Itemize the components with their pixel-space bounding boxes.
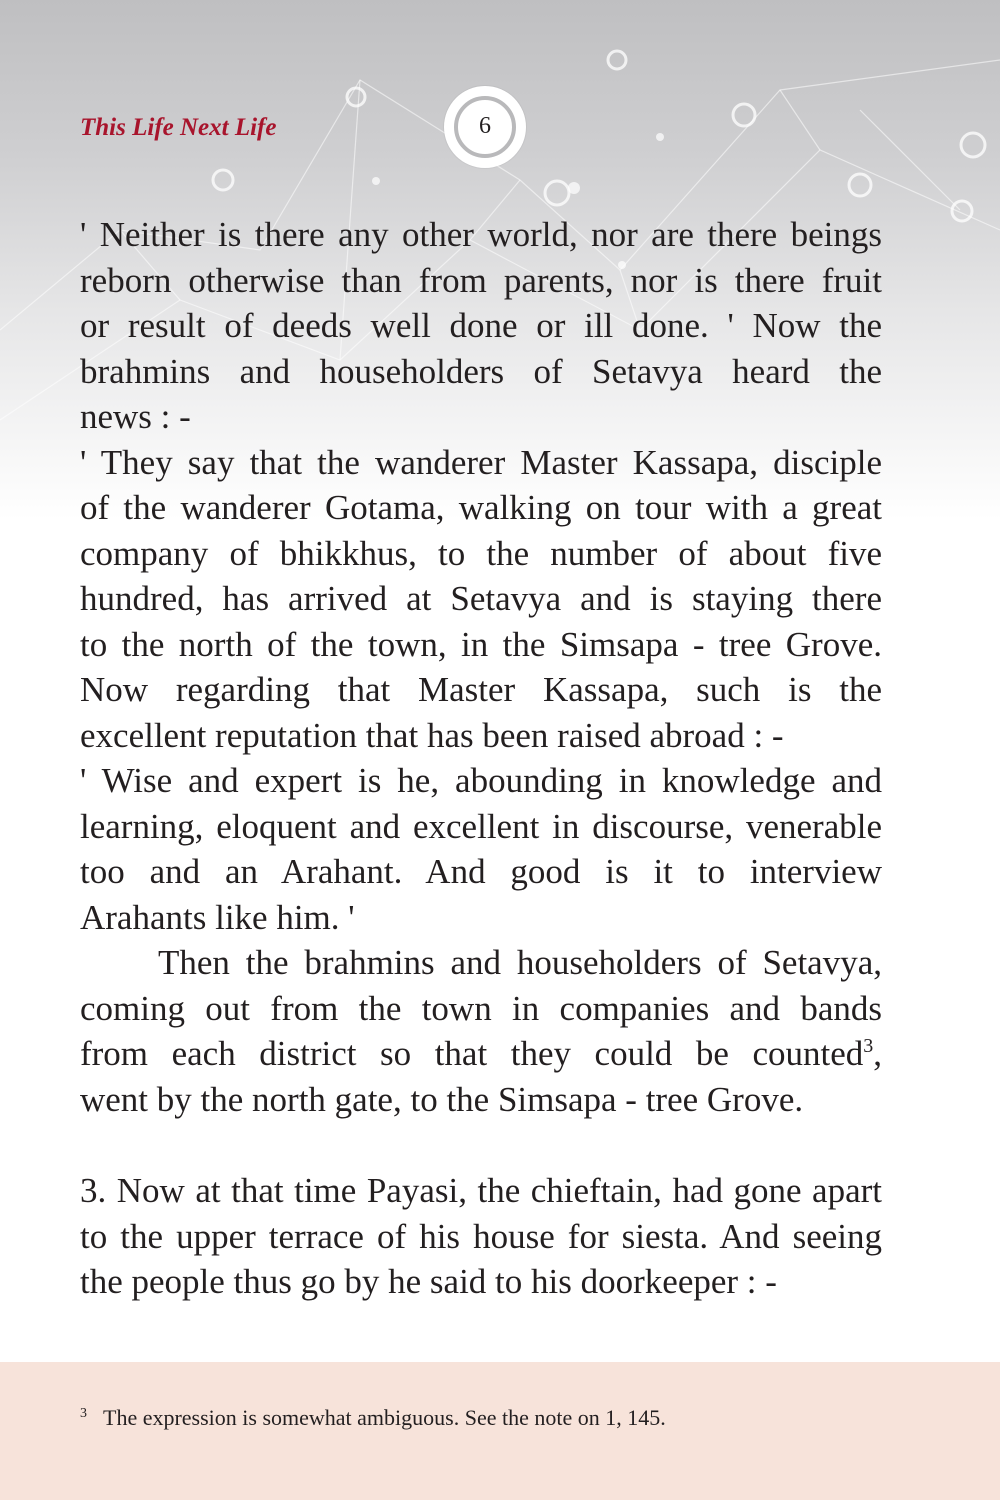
text-line: 3. Now at that time Payasi, the chieftain, had gone apart [80, 1171, 882, 1210]
body-text [80, 212, 882, 1305]
text-segment: , [873, 1034, 882, 1073]
footnote-area [0, 1362, 1000, 1500]
text-line: learning, eloquent and excellent in discourse, venerable [80, 806, 882, 846]
paragraph [80, 212, 882, 440]
text-line: excellent reputation that has been raised abroad : - [80, 715, 784, 755]
text-line: Then the brahmins and householders of Setavya, [158, 943, 882, 982]
text-line [80, 1077, 882, 1123]
page-number-badge [444, 86, 526, 168]
text-line: news : - [80, 397, 191, 436]
text-line: Now regarding that Master Kassapa, such is the [80, 670, 882, 709]
text-line: coming out from the town in companies and bands [80, 988, 882, 1028]
footnote-text: The expression is somewhat ambiguous. See the note on 1, 145. [103, 1405, 666, 1430]
text-line: company of bhikkhus, to the number of about five [80, 533, 882, 573]
footnote [80, 1405, 666, 1431]
text-line: to the upper terrace of his house for siesta. And seeing [80, 1216, 882, 1256]
text-line: the people thus go by he said to his doorkeeper : - [80, 1262, 777, 1301]
text-line: hundred, has arrived at Setavya and is staying there [80, 579, 882, 618]
text-line: too and an Arahant. And good is it to interview [80, 852, 882, 891]
paragraph [80, 1168, 882, 1305]
text-line: ' Wise and expert is he, abounding in knowledge and [80, 761, 882, 800]
paragraph [80, 440, 882, 759]
text-line: of the wanderer Gotama, walking on tour with a great [80, 488, 882, 527]
paragraph [80, 758, 882, 940]
text-line: to the north of the town, in the Simsapa - tree Grove. [80, 624, 882, 664]
footnote-mark: 3 [80, 1406, 87, 1421]
running-header-title: This Life Next Life [80, 114, 277, 141]
paragraph-gap [80, 1122, 882, 1168]
page-number: 6 [479, 113, 491, 139]
text-line: or result of deeds well done or ill done. ' Now the [80, 306, 882, 345]
text-line: brahmins and householders of Setavya heard the [80, 351, 882, 391]
paragraph [80, 940, 882, 1122]
text-line: reborn otherwise than from parents, nor is there fruit [80, 260, 882, 300]
text-segment: from each district so that they could be counted [80, 1034, 864, 1073]
text-line: ' Neither is there any other world, nor are there beings [80, 215, 882, 254]
text-line: Arahants like him. ' [80, 897, 355, 937]
text-line: ' They say that the wanderer Master Kassapa, disciple [80, 442, 882, 482]
text-line-with-footnote [80, 1031, 882, 1077]
footnote-reference[interactable]: 3 [863, 1035, 874, 1057]
text-segment: went by the north gate, to the Simsapa - tree Grove. [80, 1079, 804, 1119]
